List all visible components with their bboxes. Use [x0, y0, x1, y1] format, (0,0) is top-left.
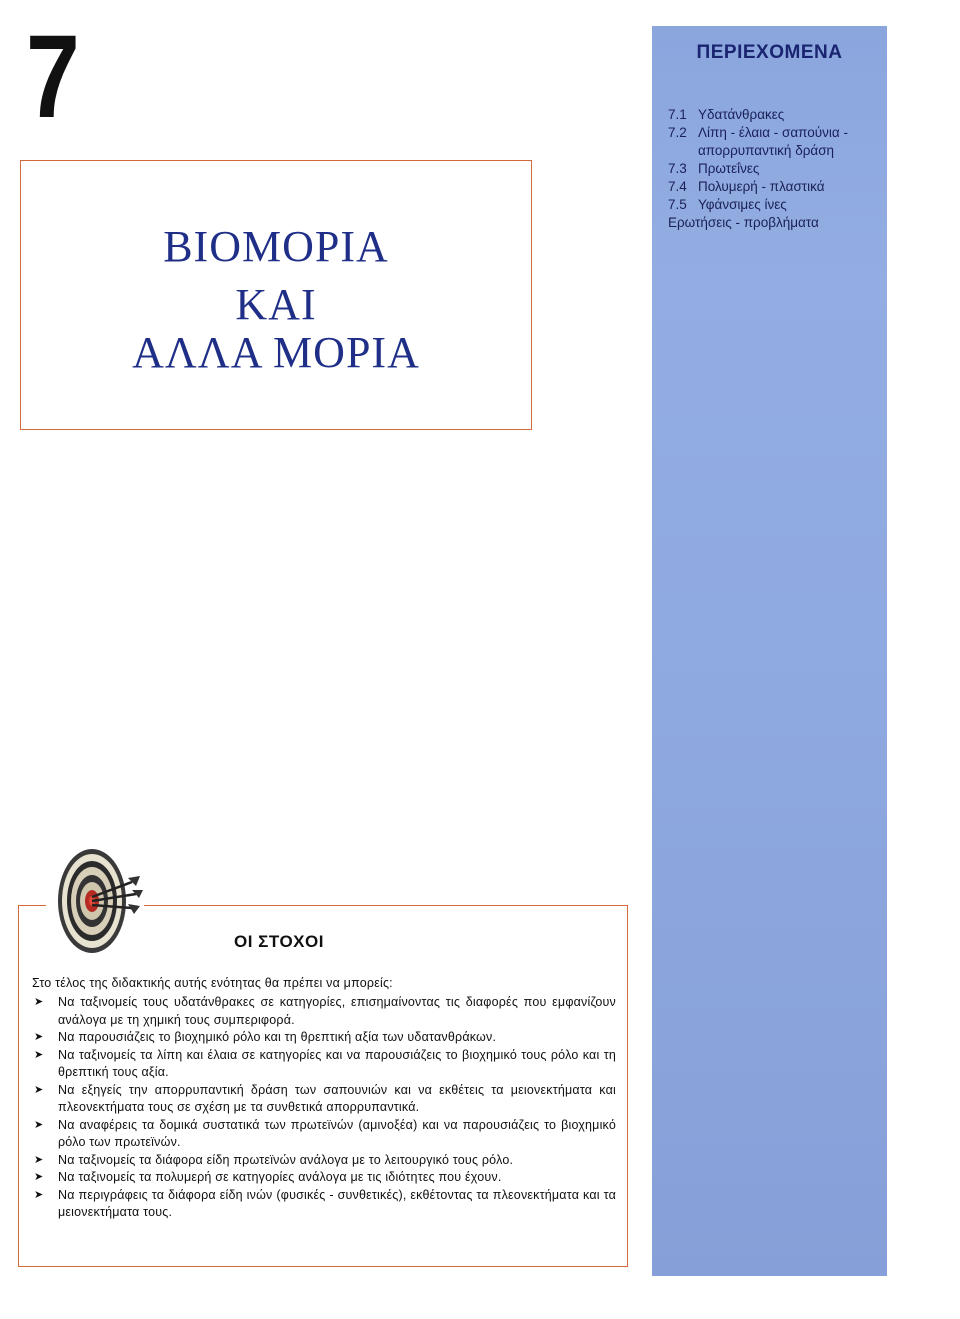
goal-text: Να ταξινομείς τα διάφορα είδη πρωτεϊνών ανάλογα με το λειτουργικό τους ρόλο. [58, 1152, 514, 1167]
bullet-arrow-icon: ➤ [34, 1118, 44, 1131]
goal-text: Να ταξινομείς τα πολυμερή σε κατηγορίες ανάλογα με τις ιδιότητες που έχουν. [58, 1170, 502, 1184]
chapter-title-line-1: ΒΙΟΜΟΡΙΑ [163, 222, 389, 271]
contents-item-text: Λίπη - έλαια - σαπούνια - απορρυπαντική δράση [698, 125, 848, 158]
bullet-arrow-icon: ➤ [34, 1188, 44, 1201]
bullet-arrow-icon: ➤ [34, 1083, 44, 1096]
goal-item [34, 1187, 616, 1222]
contents-item-text: Πρωτεΐνες [698, 161, 760, 176]
goals-intro: Στο τέλος της διδακτικής αυτής ενότητας θα πρέπει να μπορείς: [32, 976, 393, 990]
goal-item [34, 1152, 616, 1170]
contents-panel [652, 26, 887, 1276]
chapter-title-line-3: ΑΛΛΑ ΜΟΡΙΑ [132, 328, 420, 377]
goals-list [34, 994, 616, 1222]
goal-text: Να ταξινομείς τα λίπη και έλαια σε κατηγορίες και να παρουσιάζεις το βιοχημικό τους ρόλο και τη θρεπτική τους αξία. [58, 1047, 616, 1079]
contents-item-number: 7.2 [668, 125, 687, 140]
contents-item [668, 106, 880, 124]
contents-item [668, 196, 880, 214]
contents-list [668, 106, 880, 232]
bullet-arrow-icon: ➤ [34, 1171, 44, 1183]
bullet-arrow-icon: ➤ [34, 1153, 44, 1166]
contents-item [668, 124, 880, 160]
goal-item [34, 1029, 616, 1047]
bullet-arrow-icon: ➤ [34, 996, 44, 1008]
goal-text: Να ταξινομείς τους υδατάνθρακες σε κατηγορίες, επισημαίνοντας τις διαφορές που εμφανίζουν ανάλογα με τη χημική τους συμπεριφορά. [58, 995, 616, 1027]
goal-text: Να περιγράφεις τα διάφορα είδη ινών (φυσικές - συνθετικές), εκθέτοντας τα πλεονεκτήματα και τα μειονεκτήματα τους. [58, 1187, 616, 1219]
goals-heading: ΟΙ ΣΤΟΧΟΙ [234, 932, 324, 951]
goal-item [34, 994, 616, 1029]
contents-item-number: 7.5 [668, 197, 687, 212]
contents-item-number: 7.4 [668, 179, 687, 194]
chapter-number: 7 [26, 11, 80, 143]
contents-item-number: 7.3 [668, 161, 687, 176]
contents-item-number: 7.1 [668, 107, 687, 122]
contents-heading: ΠΕΡΙΕΧΟΜΕΝΑ [696, 42, 843, 63]
goal-item [34, 1082, 616, 1117]
contents-item-text: Υφάνσιμες ίνες [698, 197, 787, 212]
contents-item-text: Πολυμερή - πλαστικά [698, 179, 825, 194]
bullet-arrow-icon: ➤ [34, 1048, 44, 1061]
chapter-title-line-2: ΚΑΙ [235, 280, 317, 329]
goal-item [34, 1047, 616, 1082]
contents-item-questions: Ερωτήσεις - προβλήματα [668, 215, 819, 230]
contents-item [668, 160, 880, 178]
bullet-arrow-icon: ➤ [34, 1031, 44, 1043]
goal-item [34, 1117, 616, 1152]
goal-text: Να εξηγείς την απορρυπαντική δράση των σαπουνιών και να εκθέτεις τα μειονεκτήματα και πλεονεκτήματα τους σε σχέση με τα συνθετικά απορρυπαντικά. [58, 1082, 616, 1114]
goal-text: Να αναφέρεις τα δομικά συστατικά των πρωτεϊνών (αμινοξέα) και να παρουσιάζεις το βιοχημικό ρόλο των πρωτεϊνών. [58, 1117, 616, 1149]
chapter-title-box [20, 160, 532, 430]
contents-item-text: Υδατάνθρακες [698, 107, 785, 122]
dartboard-icon [46, 840, 144, 962]
contents-item [668, 178, 880, 196]
goal-item [34, 1169, 616, 1187]
goal-text: Να παρουσιάζεις το βιοχημικό ρόλο και τη θρεπτική αξία των υδατανθράκων. [58, 1030, 497, 1044]
